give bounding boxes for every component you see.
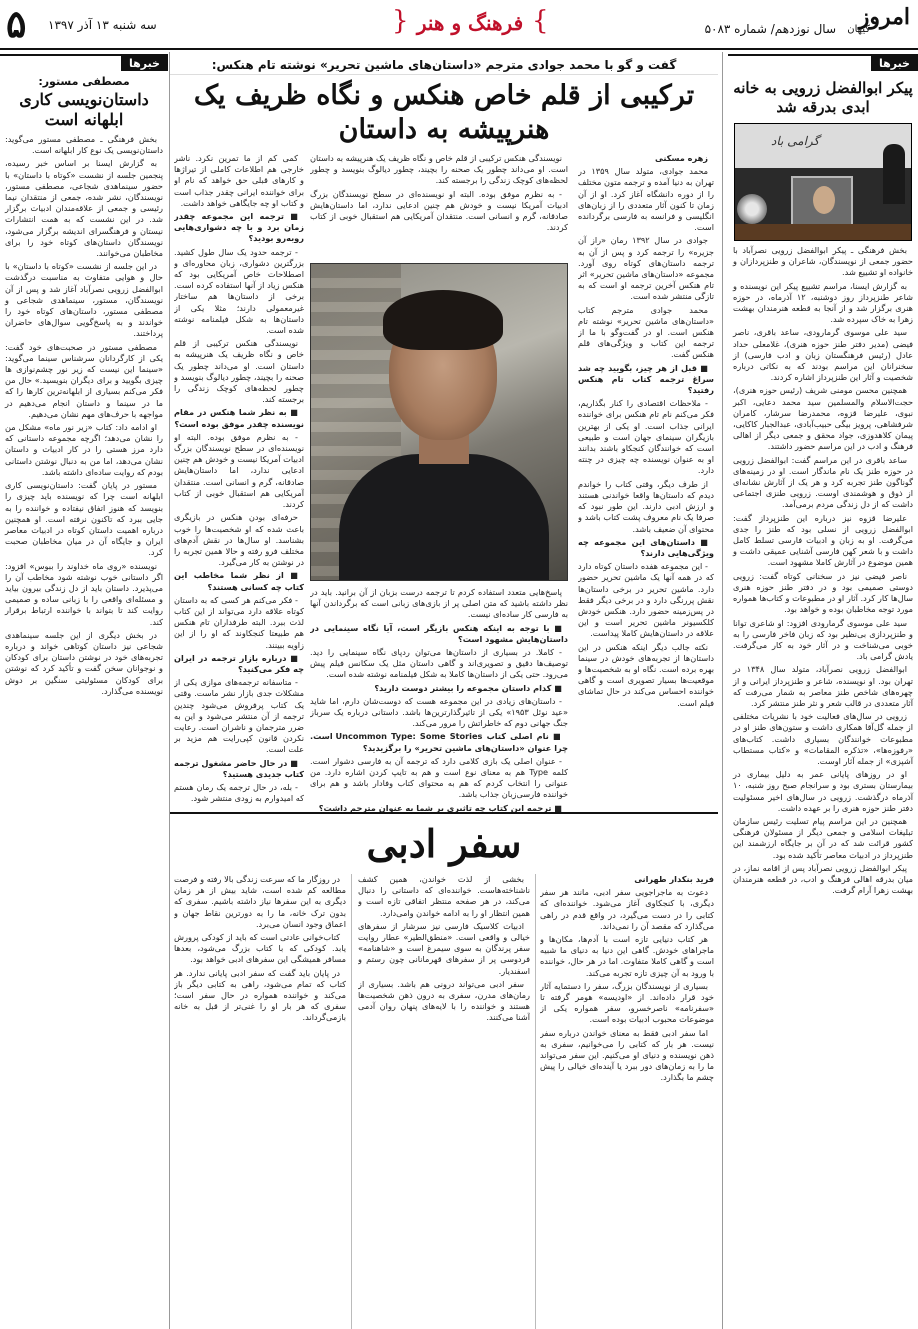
question: ■ به نظر شما هنکس در مقام نویسنده چقدر موفق بوده است؟ (174, 407, 304, 429)
right-column (728, 52, 918, 1329)
main-story-column-mid-bottom (310, 587, 568, 813)
paragraph: اما سفر ادبی فقط به معنای خواندن درباره سفر نیست. هر بار که کتابی را می‌خوانیم، سفری به ذهن نویسنده و دنیای او می‌کنیم. این سفر می‌تواند ما را به زمان‌های دور ببرد یا آینده‌ای خیالی را پیش چشم ما بگذارد. (540, 1027, 714, 1083)
issue-info: سال نوزدهم/ شماره ۵۰۸۳ (704, 22, 836, 36)
paragraph: مستور در پایان گفت: داستان‌نویسی کاری ابلهانه است چرا که نویسنده باید چیزی را بنویسد که هنوز اتفاق نیفتاده و خواننده را به جایی ببرد که تاکنون نرفته است. او همچنین درباره اهمیت داستان کوتاه در ادبیات معاصر ایران و جایگاه آن در میان مخاطبان صحبت کرد. (5, 480, 163, 558)
question: ■ در حال حاضر مشغول ترجمه کتاب جدیدی هستید؟ (174, 757, 304, 779)
masthead (0, 0, 918, 50)
wreath-text: گرامی باد (771, 134, 820, 148)
question: ■ نام اصلی کتاب Uncommon Type: Some Stories است. چرا عنوان «داستان‌های ماشین تحریر» را برگزیدید؟ (310, 731, 568, 753)
paragraph: پیکر ابوالفضل زرویی نصرآباد پس از اقامه نماز، در میان بدرقه اهالی فرهنگ و ادب، در قطعه هنرمندان بهشت زهرا آرام گرفت. (733, 862, 913, 896)
flowers-image (737, 194, 767, 224)
byline: زهره مسکنی (655, 153, 708, 163)
question: ■ ترجمه این مجموعه چقدر زمان برد و با چه دشواری‌هایی روبه‌رو بودید؟ (174, 211, 304, 244)
main-story-kicker: گفت و گو با محمد جوادی مترجم «داستان‌های ماشین تحریر» نوشته تام هنکس: (170, 52, 718, 75)
main-story-column-mid-top (310, 153, 568, 258)
paragraph: سید علی موسوی گرمارودی، ساعد باقری، ناصر فیضی (مدیر دفتر طنز حوزه هنری)، غلامعلی حداد عادل (رئیس فرهنگستان زبان و ادب فارسی) از سخنرانان این مراسم بودند که به نکاتی درباره شخصیت و آثار این طنزپرداز اشاره کردند. (733, 327, 913, 383)
left-news-kicker: مصطفی مستور: (38, 75, 130, 88)
paragraph: هر کتاب دنیایی تازه است با آدم‌ها، مکان‌ها و ماجراهای خودش. گاهی این دنیا به دنیای ما شبیه است و گاهی کاملا متفاوت. اما در هر حال، خواننده با ورود به آن چیزی تازه تجربه می‌کند. (540, 934, 714, 978)
paragraph: - بله، در حال ترجمه یک رمان هستم که امیدوارم به زودی منتشر شود. (174, 781, 304, 804)
paragraph: جوادی در سال ۱۳۹۲ رمان «راز آن جزیره» را ترجمه کرد و پس از آن به ترجمه داستان‌های کوتاه روی آورد. مجموعه «داستان‌های ماشین تحریر» اثر تام هنکس آخرین ترجمه او است که به تازگی منتشر شده است. (578, 235, 714, 302)
paragraph: ادبیات کلاسیک فارسی نیز سرشار از سفرهای خیالی و واقعی است. «منطق‌الطیر» عطار روایت سفر پرندگان به سوی سیمرغ است و «شاهنامه» فردوسی پر از سفرهای قهرمانانی چون رستم و اسفندیار. (358, 920, 530, 976)
paragraph: - این مجموعه هفده داستان کوتاه دارد که در همه آنها یک ماشین تحریر حضور دارد. ماشین تحریر در برخی داستان‌ها نقش پررنگی دارد و در برخی دیگر فقط در پس‌زمینه حضور دارد. هنکس خودش کلکسیونر ماشین تحریر است و این علاقه در داستان‌هایش کاملا پیداست. (578, 561, 714, 639)
paragraph: - عنوان اصلی یک بازی کلامی دارد که ترجمه آن به فارسی دشوار است. کلمه Type هم به معنای نوع است و هم به تایپ کردن اشاره دارد. من عنوانی را انتخاب کردم که هم به محتوای کتاب وفادار باشد و هم برای خواننده فارسی‌زبان جذاب باشد. (310, 755, 568, 800)
paragraph: مصطفی مستور در صحبت‌های خود گفت: یکی از کارگردانان سرشناس سینما می‌گوید: «سینما این نیست که زیر نور چشم‌نوازی ها چیزی بگویید و برای دیگران بنویسید.» حال من فکر می‌کنم بسیاری از ابلهانه‌ترین کارها را که ما در سینما و داستان انجام می‌دهیم در مواجهه با حرف‌های مهم نشان می‌دهیم. (5, 341, 163, 419)
logo-main-text: امروز (858, 4, 910, 30)
paragraph: حرفه‌ای بودن هنکس در بازیگری باعث شده که او شخصیت‌ها را خوب بشناسد. او سال‌ها در نقش آدم‌های مختلف فرو رفته و حالا همین تجربه را در نوشتن به کار می‌گیرد. (174, 512, 304, 568)
second-story-title: سفر ادبی (170, 812, 718, 872)
paragraph: نویسنده «روی ماه خداوند را ببوس» افزود: اگر داستانی خوب نوشته شود مخاطب آن را می‌پذیرد. داستان باید از دل زندگی بیرون بیاید و مسئله‌ای واقعی را با زبانی ساده و صمیمی روایت کند تا بتواند با خواننده ارتباط برقرار کند. (5, 560, 163, 627)
question: ■ قبل از هر چیز، بگویید چه شد سراغ ترجمه کتاب تام هنکس رفتید؟ (578, 362, 714, 396)
left-column-header (0, 54, 168, 71)
left-column (0, 52, 168, 1329)
portrait-body (339, 454, 549, 581)
question: ■ با توجه به اینکه هنکس بازیگر است، آیا نگاه سینمایی در داستان‌هایش مشهود است؟ (310, 622, 568, 644)
paragraph: علیرضا قزوه نیز درباره این طنزپرداز گفت: ابوالفضل زرویی از نسلی بود که طنز را جدی می‌گرفت. او به زبان و ادبیات فارسی تسلط کامل داشت و با شعر کهن فارسی آشنایی عمیقی داشت و همین موضوع در آثارش کاملا مشهود است. (733, 512, 913, 568)
left-news-title: داستان‌نویسی کاری ابلهانه است (19, 90, 149, 129)
paragraph: در پایان باید گفت که سفر ادبی پایانی ندارد. هر کتاب که تمام می‌شود، راهی به کتابی دیگر باز می‌کند و خواننده همواره در حال سفر است؛ سفری که هر بار او را غنی‌تر از قبل به خانه بازمی‌گرداند. (174, 967, 346, 1023)
main-story-column-right (578, 153, 714, 813)
right-news-body (728, 245, 918, 896)
section-brace-right: } (532, 6, 549, 36)
paragraph: به گزارش ایسنا، مراسم تشییع پیکر این نویسنده و شاعر طنزپرداز روز دوشنبه، ۱۲ آذرماه، در حوزه هنری برگزار شد و از آنجا به قطعه هنرمندان بهشت زهرا به خاک سپرده شد. (733, 280, 913, 325)
section-title: فرهنگ و هنر (416, 11, 524, 35)
second-story-column-left (174, 874, 346, 1329)
paragraph: - به نظرم موفق بوده. البته او نویسنده‌ای در سطح نویسندگان بزرگ ادبیات آمریکا نیست و خودش هم چنین ادعایی ندارد، اما داستان‌هایش صادقانه، گرم و انسانی است. منتقدان آمریکایی هم استقبال خوبی از کتاب کردند. (174, 431, 304, 510)
paragraph: نکته جالب دیگر اینکه هنکس در این داستان‌ها از تجربه‌های خودش در سینما بهره برده است. نگاه او به شخصیت‌ها و موقعیت‌ها بسیار تصویری است و گاهی خواننده احساس می‌کند در حال تماشای فیلم است. (578, 641, 714, 708)
paragraph: - ترجمه حدود یک سال طول کشید. بزرگترین دشواری، زبان محاوره‌ای و اصطلاحات خاص آمریکایی بود که هنکس زیاد از آنها استفاده کرده است. برخی از داستان‌ها هم ساختار غیرمعمولی دارند؛ مثلا یکی از داستان‌ها به شکل فیلمنامه نوشته شده است. (174, 246, 304, 336)
mourner-figure (883, 144, 905, 204)
page-number: ۵ (6, 1, 27, 46)
paragraph: سید علی موسوی گرمارودی افزود: او شاعری توانا و طنزپردازی بی‌نظیر بود که زبان فاخر فارسی را به خوبی می‌شناخت و در آثار خود به کار می‌گرفت. یادش گرامی باد. (733, 617, 913, 662)
question: ■ ترجمه این کتاب چه تاثیری بر شما به عنوان مترجم داشت؟ (318, 802, 562, 813)
funeral-photo (734, 123, 912, 241)
paragraph: به گزارش ایسنا بر اساس خبر رسیده، پنجمین جلسه از نشست «کوتاه با داستان» با حضور سینماهدی شجاعی، مصطفی مستور، نویسندگان، نشر شده، جمعی از منتقدان نیما رئیسی و جمعی از علاقه‌مندان ادبیات برگزار شد. در این نشست که به همت انتشارات نیستان و فرهنگسرای اندیشه برگزار می‌شود، نویسندگان داستان‌های کوتاه خود را برای مخاطبان می‌خوانند. (5, 158, 163, 259)
right-column-tag: خبرها (871, 56, 918, 71)
column-divider (351, 874, 352, 1329)
newspaper-logo (844, 4, 910, 44)
paragraph: محمد جوادی مترجم کتاب «داستان‌های ماشین تحریر» نوشته تام هنکس است. او در گفت‌وگو با ما از ترجمه این کتاب و ویژگی‌های قلم هنکس گفت. (578, 304, 714, 360)
paragraph: - فکر می‌کنم هر کسی که به داستان کوتاه علاقه دارد می‌تواند از این کتاب لذت ببرد. البته طرفداران تام هنکس هم طبیعتا کنجکاوند که او را از این زاویه ببینند. (174, 594, 304, 650)
issue-date: سه شنبه ۱۳ آذر ۱۳۹۷ (48, 18, 157, 32)
paragraph: ناصر فیضی نیز در سخنانی کوتاه گفت: زرویی دوستی صمیمی بود و در دفتر طنز حوزه هنری سال‌ها کار کرد. آثار او در مطبوعات و کتاب‌ها همواره مورد توجه مخاطبان بوده و خواهد بود. (733, 570, 913, 615)
second-story-body (170, 874, 718, 1329)
left-column-tag: خبرها (121, 56, 168, 71)
left-news-body (0, 134, 168, 697)
section-brace-left: { (392, 6, 409, 36)
paragraph: کتاب‌خوانی عادتی است که باید از کودکی پرورش یابد. کودکی که با کتاب بزرگ می‌شود، بعدها مسافر همیشگی این سفرهای ادبی خواهد بود. (174, 932, 346, 965)
paragraph: - به نظرم موفق بوده. البته او نویسنده‌ای در سطح نویسندگان بزرگ ادبیات آمریکا نیست و خودش هم چنین ادعایی ندارد، اما داستان‌هایش صادقانه، گرم و انسانی است. منتقدان آمریکایی هم استقبال خوبی از کتاب کردند. (310, 188, 568, 233)
center-column (170, 52, 718, 1329)
paragraph: زرویی در سال‌های فعالیت خود با نشریات مختلفی از جمله گل‌آقا همکاری داشت و ستون‌های طنز او در مطبوعات خوانندگان بسیاری داشت. کتاب‌های «رفوزه‌ها»، «تذکره المقامات» و «کتاب مستطاب آشپزی» از جمله آثار اوست. (733, 711, 913, 766)
paragraph: در بخش دیگری از این جلسه سینماهدی شجاعی نیز داستان کوتاهی خواند و درباره تجربه‌های خود در نوشتن داستان برای کودکان و نوجوانان سخن گفت و تأکید کرد که نوشتن برای کودکان مسئولیتی سنگین بر دوش نویسنده می‌گذارد. (5, 629, 163, 696)
right-column-header (728, 54, 918, 71)
paragraph: کمی کم از ما تمرین نکرد. ناشر خارجی هم اطلاعات کاملی از تیراژها و کارهای قبلی حق خواهد که نام او برای خواننده ایرانی چقدر جذاب است و کتاب او چه جایگاهی خواهد داشت. (174, 153, 304, 208)
paragraph: - کاملا. در بسیاری از داستان‌ها می‌توان ردپای نگاه سینمایی را دید. توصیف‌ها دقیق و تصویری‌اند و گاهی داستان مثل یک سکانس فیلم پیش می‌رود. حتی یکی از داستان‌ها کاملا به شکل فیلمنامه نوشته شده است. (310, 647, 568, 680)
question: ■ درباره بازار ترجمه در ایران چه فکر می‌کنید؟ (174, 652, 304, 674)
paragraph: ساعد باقری در این مراسم گفت: ابوالفضل زرویی در حوزه طنز یک نام ماندگار است. او در زمینه‌های گوناگون طنز تجربه کرد و هر یک از آثارش نشانه‌ای از ذوق و هوشمندی اوست. زرویی طنزی اجتماعی داشت که از دل زندگی مردم برمی‌آمد. (733, 454, 913, 510)
paragraph: او ادامه داد: کتاب «زیر نور ماه» مشکل من را نشان می‌دهد؛ اگرچه مجموعه داستانی که دارد مرز هستی را در کار ادبیات و داستان نشان می‌دهد، اما من به دنبال نوشتن داستانی بودم که روایت ساده‌ای داشته باشد. (5, 422, 163, 477)
paragraph: از طرف دیگر، وقتی کتاب را خواندم دیدم که داستان‌ها واقعا خواندنی هستند و ارزش ادبی دارند. این طور نبود که صرفا یک نام معروف پشت کتاب باشد و محتوای آن ضعیف باشد. (578, 478, 714, 534)
main-story-body (170, 153, 718, 853)
second-story-column-right (540, 874, 714, 1329)
paragraph: او در روزهای پایانی عمر به دلیل بیماری در بیمارستان بستری بود و سرانجام صبح روز شنبه، ۱۰ آذرماه درگذشت. زرویی در سال‌های اخیر مسئولیت دفتر طنز حوزه هنری را بر عهده داشت. (733, 769, 913, 813)
paragraph: پاسخ‌هایی متعدد استفاده کردم تا ترجمه درست بزبان از آن برانید. باید در نظر داشته باشید که متن اصلی پر از بازی‌های زبانی است که برگرداندن آنها به فارسی کار ساده‌ای نیست. (310, 587, 568, 620)
translator-portrait-photo (310, 263, 568, 581)
paragraph: همچنین در این مراسم پیام تسلیت رئیس سازمان تبلیغات اسلامی و جمعی دیگر از مسئولان فرهنگی کشور قرائت شد که در آن بر جایگاه ارزشمند این طنزپرداز در ادبیات معاصر تأکید شده بود. (733, 815, 913, 860)
question: ■ داستان‌های این مجموعه چه ویژگی‌هایی دارند؟ (578, 536, 714, 558)
paragraph: نویسندگی هنکس ترکیبی از قلم خاص و نگاه ظریف یک هنرپیشه به داستان است. او می‌داند چطور یک صحنه را بچیند، چطور دیالوگ بنویسد و چطور لحظه‌های کوچک زندگی را برجسته کند. (310, 153, 568, 186)
second-story-column-mid (358, 874, 530, 1329)
paragraph: همچنین محسن مومنی شریف (رئیس حوزه هنری)، حجت‌الاسلام والمسلمین سید محمد دعایی، اکبر نبوی، علیرضا قزوه، محمدرضا سرشار، کامران شرفشاهی، پرویز بیگی حبیب‌آبادی، عبدالجبار کاکایی، پیمان کلاهدوزی، جواد محقق و جمعی دیگر از اهالی فرهنگ و ادب در این مراسم حضور داشتند. (733, 385, 913, 452)
portrait-face (813, 186, 835, 214)
paragraph: دعوت به ماجراجویی سفر ادبی، مانند هر سفر دیگری، با کنجکاوی آغاز می‌شود. خواننده‌ای که کتابی را در دست می‌گیرد، در واقع قدم در راهی می‌گذارد که مقصد آن را نمی‌داند. (540, 887, 714, 931)
right-news-title: پیکر ابوالفضل زرویی به خانه ابدی بدرقه شد (733, 79, 913, 116)
main-story-title: ترکیبی از قلم خاص هنکس و نگاه ظریف یک هنرپیشه به داستان (193, 80, 695, 145)
paragraph: ابوالفضل زرویی نصرآباد، متولد سال ۱۳۴۸ در تهران بود. او نویسنده، شاعر و طنزپرداز ایرانی و از چهره‌های شاخص طنز معاصر به شمار می‌رفت که آثار متعددی در قالب شعر و نثر طنز منتشر کرد. (733, 664, 913, 708)
coffin-image (735, 224, 911, 240)
logo-sub-text: کیهان (847, 24, 870, 35)
column-rule-right (722, 52, 723, 1329)
portrait-hair (383, 290, 503, 350)
paragraph: در روزگار ما که سرعت زندگی بالا رفته و فرصت مطالعه کم شده است، شاید بیش از هر زمان دیگری به این سفرها نیاز داشته باشیم. سفری که بدون ترک خانه، ما را به دورترین نقاط جهان و اعماق وجود انسان می‌برد. (174, 874, 346, 929)
paragraph: نویسندگی هنکس ترکیبی از قلم خاص و نگاه ظریف یک هنرپیشه به داستان است. او می‌داند چطور یک صحنه را بچیند، چطور دیالوگ بنویسد و چطور لحظه‌های کوچک زندگی را برجسته کند. (174, 338, 304, 405)
byline: فرید بنکدار طهرانی (634, 874, 714, 884)
column-divider (535, 874, 536, 1329)
main-story-column-left (174, 153, 304, 813)
paragraph: - ملاحظات اقتصادی را کنار بگذاریم، فکر می‌کنم نام تام هنکس برای خواننده ایرانی جذاب است. او یکی از بهترین بازیگران سینمای جهان است و طبیعی است که خوانندگان کنجکاو باشند بدانند او به عنوان نویسنده چه چیزی در چنته دارد. (578, 398, 714, 476)
question: ■ از نظر شما مخاطب این کتاب چه کسانی هستند؟ (174, 570, 304, 592)
paragraph: بخش فرهنگی ـ مصطفی مستور می‌گوید: داستان‌نویسی یک نوع کار ابلهانه است. (5, 134, 163, 156)
paragraph: - داستان‌های زیادی در این مجموعه هست که دوست‌شان دارم، اما شاید «عید نوئل ۱۹۵۳» یکی از تاثیرگذارترین‌ها باشد. داستانی درباره یک سرباز جنگ جهانی دوم که خاطراتش را مرور می‌کند. (310, 695, 568, 729)
paragraph: بخشی از لذت خواندن، همین کشف ناشناخته‌هاست. خواننده‌ای که داستانی را دنبال می‌کند، در هر صفحه منتظر اتفاقی تازه است و همین انتظار او را به ادامه خواندن وامی‌دارد. (358, 874, 530, 918)
paragraph: سفر ادبی می‌تواند درونی هم باشد. بسیاری از رمان‌های مدرن، سفری به درون ذهن شخصیت‌ها هستند و خواننده را با لایه‌های پنهان روان آدمی آشنا می‌کنند. (358, 978, 530, 1023)
paragraph: بسیاری از نویسندگان بزرگ، سفر را دستمایه آثار خود قرار داده‌اند. از «اودیسه» هومر گرفته تا «سفرنامه» ناصرخسرو، سفر همواره یکی از موضوعات محبوب ادبیات بوده است. (540, 980, 714, 1025)
paragraph: بخش فرهنگی ـ پیکر ابوالفضل زرویی نصرآباد با حضور جمعی از نویسندگان، شاعران و طنزپردازان و خانواده او تشییع شد. (733, 245, 913, 278)
question: ■ کدام داستان مجموعه را بیشتر دوست دارید؟ (374, 682, 562, 693)
paragraph: - متاسفانه ترجمه‌های موازی یکی از مشکلات جدی بازار نشر ماست. وقتی یک کتاب پرفروش می‌شود چندین ترجمه از آن منتشر می‌شود و این به ضرر مترجمان و ناشران است. رعایت نکردن قانون کپی‌رایت هم مزید بر علت است. (174, 677, 304, 755)
paragraph: در این جلسه از نشست «کوتاه با داستان» با حال و هوایی متفاوت به مناسبت درگذشت ابوالفضل زرویی نصرآباد آغاز شد و پس از آن نویسندگان، مستور، سینماهدی شجاعی و مصطفی مستور، داستان‌های کوتاه خود را خواندند و به پاسخ‌گویی سوال‌های حاضران پرداختند. (5, 261, 163, 339)
paragraph: محمد جوادی، متولد سال ۱۳۵۹ در تهران به دنیا آمده و ترجمه متون مختلف را از دوره دانشگاه آغاز کرد. او از آن زمان تا کنون آثار متعددی را از زبان‌های انگلیسی و فرانسه به فارسی برگردانده است. (578, 166, 714, 233)
